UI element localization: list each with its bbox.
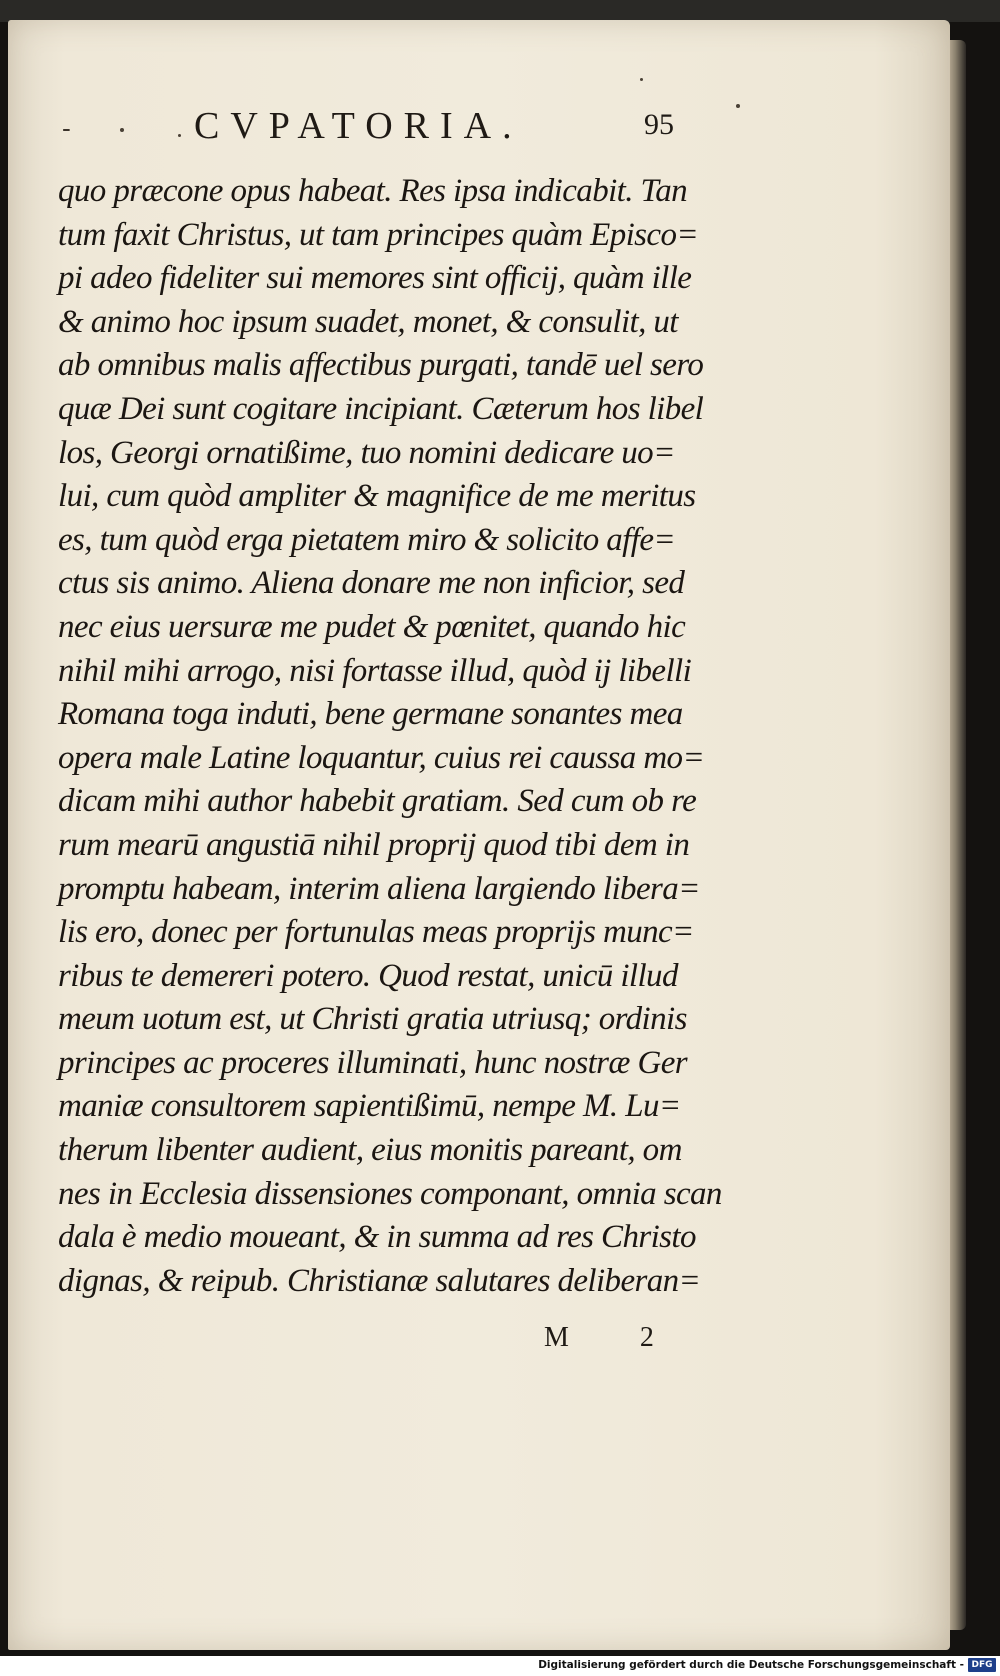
text-line: ab omnibus malis affectibus purgati, tandē uel sero bbox=[58, 347, 704, 384]
text-line: lui, cum quòd ampliter & magnifice de me meritus bbox=[58, 478, 696, 515]
paper-speck bbox=[736, 104, 740, 108]
text-line: los, Georgi ornatißime, tuo nomini dedicare uo= bbox=[58, 434, 675, 471]
funding-credit: Digitalisierung gefördert durch die Deutsche Forschungsgemeinschaft - bbox=[538, 1659, 964, 1671]
paper-speck bbox=[120, 128, 124, 132]
text-line: opera male Latine loquantur, cuius rei caussa mo= bbox=[58, 739, 705, 776]
text-line: dala è medio moueant, & in summa ad res Christo bbox=[58, 1219, 696, 1256]
text-line: meum uotum est, ut Christi gratia utriusq; ordinis bbox=[58, 1001, 687, 1038]
text-line: nihil mihi arrogo, nisi fortasse illud, quòd ij libelli bbox=[58, 652, 692, 689]
paper-speck bbox=[178, 134, 181, 137]
text-line: nes in Ecclesia dissensiones componant, omnia scan bbox=[58, 1175, 722, 1212]
text-line: pi adeo fideliter sui memores sint officij, quàm ille bbox=[58, 260, 692, 297]
text-line: therum libenter audient, eius monitis pareant, om bbox=[58, 1132, 682, 1169]
text-line: Romana toga induti, bene germane sonantes mea bbox=[58, 696, 683, 733]
book-fore-edge bbox=[948, 40, 966, 1630]
text-line: es, tum quòd erga pietatem miro & solicito affe= bbox=[58, 521, 676, 558]
body-text bbox=[58, 170, 722, 1303]
text-line: principes ac proceres illuminati, hunc nostræ Ger bbox=[58, 1044, 688, 1081]
scan-top-edge bbox=[0, 0, 1000, 22]
text-line: dicam mihi author habebit gratiam. Sed cum ob re bbox=[58, 783, 697, 820]
text-line: dignas, & reipub. Christianæ salutares deliberan= bbox=[58, 1262, 701, 1299]
running-title: CVPATORIA. bbox=[194, 105, 523, 147]
text-line: lis ero, donec per fortunulas meas proprijs munc= bbox=[58, 914, 694, 951]
text-line: rum mearū angustiā nihil proprij quod tibi dem in bbox=[58, 826, 690, 863]
page-header bbox=[62, 104, 712, 154]
text-line: promptu habeam, interim aliena largiendo libera= bbox=[58, 870, 700, 907]
text-line: nec eius uersuræ me pudet & pœnitet, quando hic bbox=[58, 608, 686, 645]
header-mark: - bbox=[62, 114, 71, 144]
text-line: ctus sis animo. Aliena donare me non inficior, sed bbox=[58, 565, 685, 602]
text-line: quæ Dei sunt cogitare incipiant. Cæterum hos libel bbox=[58, 390, 704, 427]
paper-speck bbox=[640, 78, 643, 81]
signature-mark: M 2 bbox=[544, 1322, 686, 1353]
text-line: tum faxit Christus, ut tam principes quàm Episco= bbox=[58, 216, 699, 253]
text-line: maniæ consultorem sapientißimū, nempe M. Lu= bbox=[58, 1088, 681, 1125]
text-line: ribus te demereri potero. Quod restat, unicū illud bbox=[58, 957, 678, 994]
folio-number: 95 bbox=[644, 108, 674, 141]
dfg-logo: DFG bbox=[968, 1658, 996, 1672]
text-line: & animo hoc ipsum suadet, monet, & consulit, ut bbox=[58, 303, 678, 340]
text-line: quo præcone opus habeat. Res ipsa indicabit. Tan bbox=[58, 173, 688, 209]
